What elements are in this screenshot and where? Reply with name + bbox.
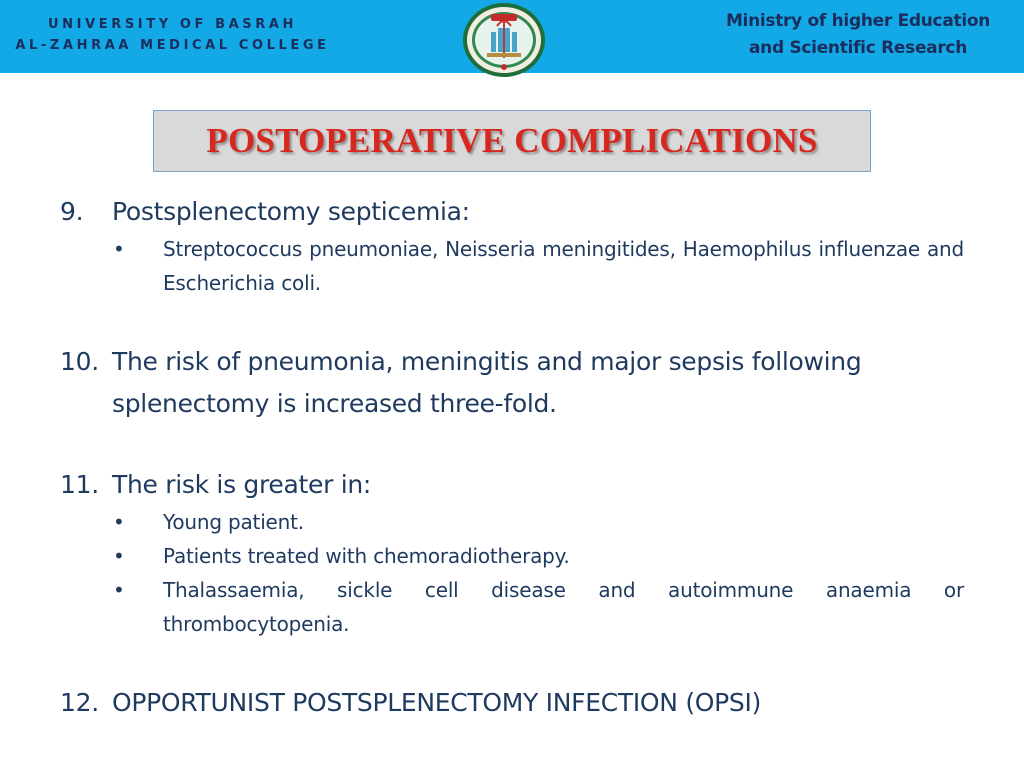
college-seal-icon <box>461 2 547 78</box>
bullet-item <box>113 232 964 300</box>
item-number: 10. <box>60 347 99 376</box>
bullet-icon: • <box>113 578 125 602</box>
item-text: The risk of pneumonia, meningitis and major sepsis following splenectomy is increased three-fold. <box>112 347 862 418</box>
bullet-text: Streptococcus pneumoniae, Neisseria meningitides, Haemophilus influenzae and Escherichia coli. <box>163 237 964 295</box>
bullet-item <box>113 573 964 641</box>
item-text: Postsplenectomy septicemia: <box>112 197 470 226</box>
ministry-line-2: and Scientific Research <box>748 38 968 58</box>
bullet-icon: • <box>113 510 125 534</box>
university-line-1: UNIVERSITY OF BASRAH <box>48 17 297 32</box>
university-line-2: AL-ZAHRAA MEDICAL COLLEGE <box>15 38 330 53</box>
title-box <box>153 110 871 172</box>
list-item <box>60 341 964 425</box>
bullet-text: Patients treated with chemoradiotherapy. <box>163 544 570 568</box>
bullet-icon: • <box>113 544 125 568</box>
item-text: OPPORTUNIST POSTSPLENECTOMY INFECTION (OPSI) <box>112 688 762 717</box>
list-item <box>60 464 964 506</box>
list-item <box>60 682 964 724</box>
bullet-item <box>113 539 964 573</box>
list-item <box>60 191 964 233</box>
slide-title: POSTOPERATIVE COMPLICATIONS <box>206 121 818 160</box>
item-number: 9. <box>60 197 84 226</box>
item-text: The risk is greater in: <box>112 470 372 499</box>
bullet-text: Thalassaemia, sickle cell disease and autoimmune anaemia or thrombocytopenia. <box>163 578 964 636</box>
bullet-icon: • <box>113 237 125 261</box>
bullet-item <box>113 505 964 539</box>
item-number: 12. <box>60 688 99 717</box>
header-bar <box>0 0 1024 73</box>
ministry-name <box>700 8 1016 62</box>
bullet-text: Young patient. <box>163 510 304 534</box>
item-number: 11. <box>60 470 99 499</box>
university-name <box>0 14 345 56</box>
ministry-line-1: Ministry of higher Education <box>725 11 991 31</box>
